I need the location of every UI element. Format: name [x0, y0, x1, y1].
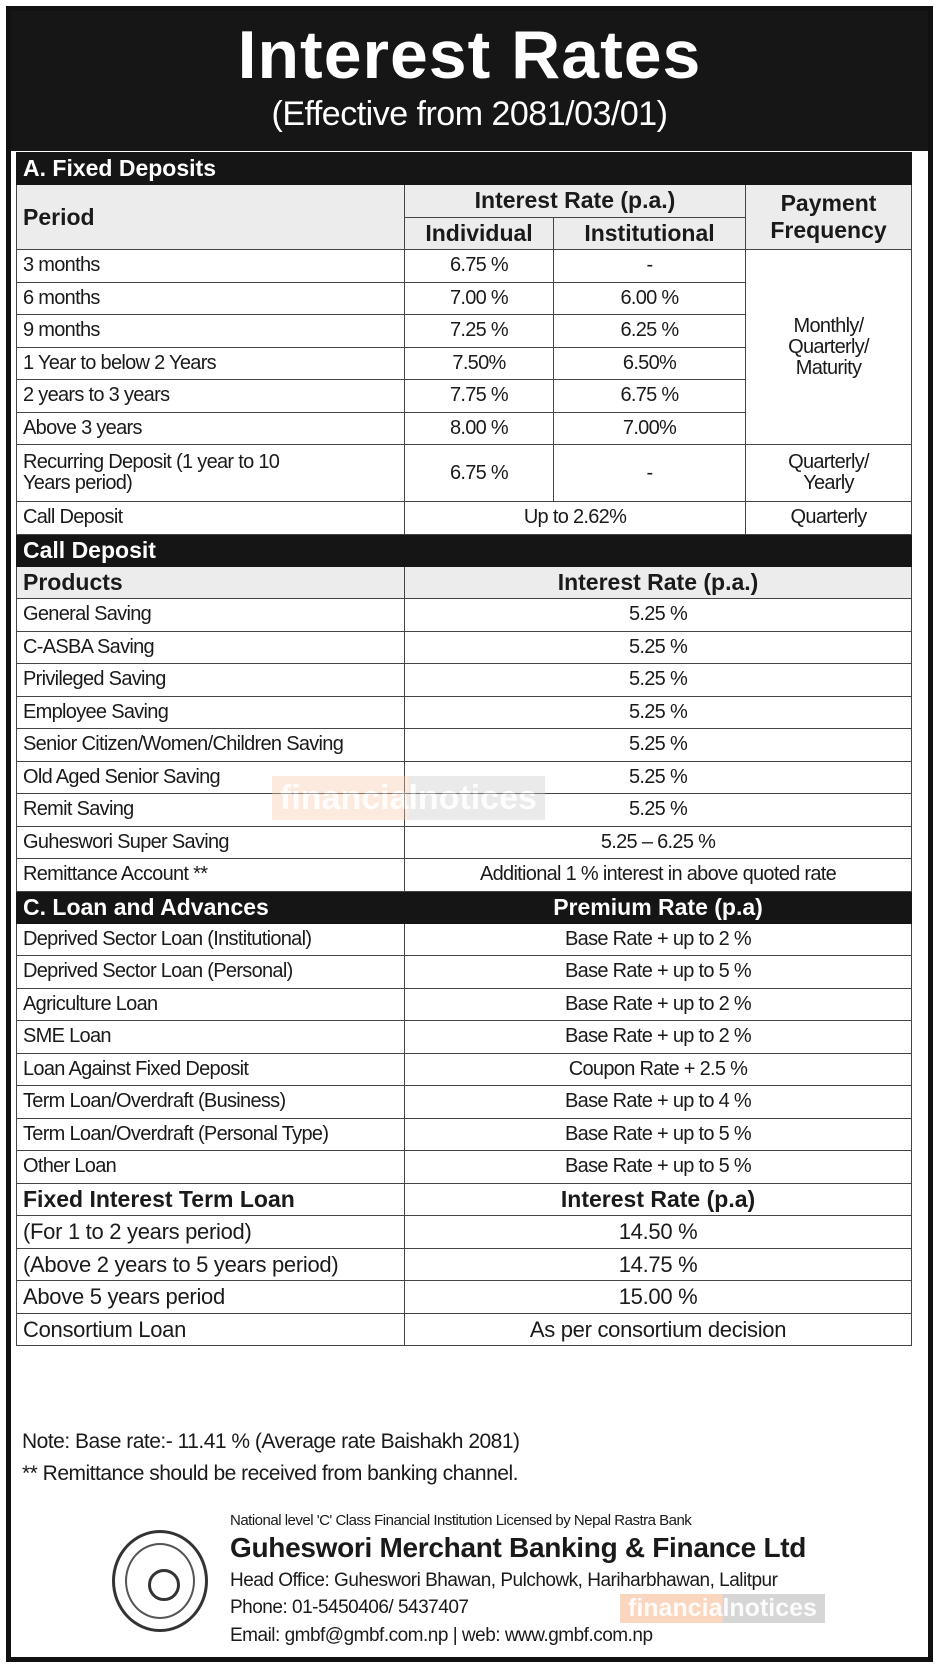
individual-rate: 7.75 %	[405, 380, 554, 413]
table-row	[17, 664, 912, 697]
product-name: Guheswori Super Saving	[17, 826, 405, 859]
table-row	[17, 1151, 912, 1184]
product-rate: 5.25 – 6.25 %	[405, 826, 912, 859]
payment-frequency: Quarterly/ Yearly	[746, 445, 912, 502]
table-row	[17, 566, 912, 599]
watermark: financialnotices	[620, 1594, 825, 1623]
table-row	[17, 631, 912, 664]
table-row	[17, 859, 912, 892]
product-rate: 5.25 %	[405, 664, 912, 697]
company-seal-logo	[112, 1530, 208, 1632]
table-row	[17, 923, 912, 956]
loan-rate: Base Rate + up to 2 %	[405, 923, 912, 956]
loan-name: Term Loan/Overdraft (Business)	[17, 1086, 405, 1119]
product-rate: 5.25 %	[405, 794, 912, 827]
institutional-rate: 6.75 %	[554, 380, 746, 413]
table-row	[17, 956, 912, 989]
product-rate: Additional 1 % interest in above quoted rate	[405, 859, 912, 892]
table-row	[17, 1248, 912, 1281]
table-row	[17, 729, 912, 762]
loan-rate: 14.50 %	[405, 1216, 912, 1249]
table-row	[17, 502, 912, 535]
product-name: Old Aged Senior Saving	[17, 761, 405, 794]
loan-rate: Base Rate + up to 2 %	[405, 1021, 912, 1054]
institutional-rate: 6.00 %	[554, 282, 746, 315]
product-rate: 5.25 %	[405, 696, 912, 729]
company-name: Guheswori Merchant Banking & Finance Ltd	[230, 1532, 807, 1563]
premium-rate-header: Premium Rate (p.a)	[405, 891, 912, 923]
loan-rate: Base Rate + up to 5 %	[405, 1151, 912, 1184]
period-cell: Call Deposit	[17, 502, 405, 535]
effective-date: (Effective from 2081/03/01)	[271, 95, 668, 133]
title-banner	[11, 11, 928, 151]
product-rate: 5.25 %	[405, 729, 912, 762]
section-call-deposit: Call Deposit	[17, 534, 912, 566]
individual-rate: 7.25 %	[405, 315, 554, 348]
product-name: Employee Saving	[17, 696, 405, 729]
product-rate: 5.25 %	[405, 761, 912, 794]
loan-rate: Base Rate + up to 5 %	[405, 956, 912, 989]
table-row	[17, 1086, 912, 1119]
table-row	[17, 1183, 912, 1216]
loan-rate: 15.00 %	[405, 1281, 912, 1314]
table-row	[17, 1021, 912, 1054]
loan-period: (For 1 to 2 years period)	[17, 1216, 405, 1249]
products-header: Products	[17, 566, 405, 599]
loan-name: SME Loan	[17, 1021, 405, 1054]
institutional-header: Institutional	[554, 217, 746, 250]
table-row	[17, 1216, 912, 1249]
loan-rate: Base Rate + up to 2 %	[405, 988, 912, 1021]
product-name: Remit Saving	[17, 794, 405, 827]
loan-rate: Base Rate + up to 4 %	[405, 1086, 912, 1119]
license-text: National level 'C' Class Financial Institution Licensed by Nepal Rastra Bank	[230, 1512, 692, 1529]
product-name: General Saving	[17, 599, 405, 632]
section-loan-advances: C. Loan and Advances	[17, 891, 405, 923]
product-name: C-ASBA Saving	[17, 631, 405, 664]
base-rate-note: Note: Base rate:- 11.41 % (Average rate Baishakh 2081)	[22, 1430, 520, 1453]
period-header: Period	[17, 185, 405, 250]
institutional-rate: -	[554, 445, 746, 502]
table-row	[17, 599, 912, 632]
table-row	[17, 1118, 912, 1151]
payment-frequency-header: Payment Frequency	[746, 185, 912, 250]
loan-name: Deprived Sector Loan (Institutional)	[17, 923, 405, 956]
loan-period: (Above 2 years to 5 years period)	[17, 1248, 405, 1281]
interest-rate-header: Interest Rate (p.a.)	[405, 566, 912, 599]
fixed-term-loan-header: Fixed Interest Term Loan	[17, 1183, 405, 1216]
individual-rate: 7.00 %	[405, 282, 554, 315]
loan-period: Above 5 years period	[17, 1281, 405, 1314]
table-row	[17, 250, 912, 283]
individual-header: Individual	[405, 217, 554, 250]
loan-name: Deprived Sector Loan (Personal)	[17, 956, 405, 989]
head-office: Head Office: Guheswori Bhawan, Pulchowk, Hariharbhawan, Lalitpur	[230, 1570, 778, 1591]
institutional-rate: 6.25 %	[554, 315, 746, 348]
table-row	[17, 826, 912, 859]
product-rate: 5.25 %	[405, 631, 912, 664]
table-row	[17, 1281, 912, 1314]
individual-rate: 6.75 %	[405, 445, 554, 502]
period-cell: 1 Year to below 2 Years	[17, 347, 405, 380]
period-cell: Above 3 years	[17, 412, 405, 445]
loan-rate: Coupon Rate + 2.5 %	[405, 1053, 912, 1086]
product-name: Remittance Account **	[17, 859, 405, 892]
interest-rate-header: Interest Rate (p.a)	[405, 1183, 912, 1216]
interest-rate-table	[16, 152, 912, 1346]
loan-name: Agriculture Loan	[17, 988, 405, 1021]
table-row	[17, 445, 912, 502]
payment-frequency: Quarterly	[746, 502, 912, 535]
institutional-rate: 7.00%	[554, 412, 746, 445]
period-cell: 6 months	[17, 282, 405, 315]
watermark: financialnotices	[272, 776, 545, 820]
period-cell: Recurring Deposit (1 year to 10 Years period)	[17, 445, 405, 502]
call-deposit-rate: Up to 2.62%	[405, 502, 746, 535]
period-cell: 9 months	[17, 315, 405, 348]
email-web: Email: gmbf@gmbf.com.np | web: www.gmbf.com.np	[230, 1625, 653, 1646]
loan-rate: 14.75 %	[405, 1248, 912, 1281]
table-row	[17, 1053, 912, 1086]
table-row	[17, 696, 912, 729]
product-name: Senior Citizen/Women/Children Saving	[17, 729, 405, 762]
product-name: Privileged Saving	[17, 664, 405, 697]
individual-rate: 8.00 %	[405, 412, 554, 445]
institutional-rate: -	[554, 250, 746, 283]
loan-name: Other Loan	[17, 1151, 405, 1184]
table-row	[17, 534, 912, 566]
page-title: Interest Rates	[237, 17, 702, 93]
loan-name: Loan Against Fixed Deposit	[17, 1053, 405, 1086]
period-cell: 3 months	[17, 250, 405, 283]
institutional-rate: 6.50%	[554, 347, 746, 380]
individual-rate: 7.50%	[405, 347, 554, 380]
interest-rate-header: Interest Rate (p.a.)	[405, 185, 746, 218]
loan-name: Term Loan/Overdraft (Personal Type)	[17, 1118, 405, 1151]
loan-rate: Base Rate + up to 5 %	[405, 1118, 912, 1151]
loan-rate: As per consortium decision	[405, 1313, 912, 1346]
table-row	[17, 891, 912, 923]
payment-frequency: Monthly/ Quarterly/ Maturity	[746, 250, 912, 445]
product-rate: 5.25 %	[405, 599, 912, 632]
individual-rate: 6.75 %	[405, 250, 554, 283]
period-cell: 2 years to 3 years	[17, 380, 405, 413]
section-fixed-deposits: A. Fixed Deposits	[17, 153, 912, 185]
table-row	[17, 988, 912, 1021]
remittance-note: ** Remittance should be received from banking channel.	[22, 1462, 518, 1485]
table-row	[17, 1313, 912, 1346]
phone: Phone: 01-5450406/ 5437407	[230, 1597, 469, 1618]
loan-period: Consortium Loan	[17, 1313, 405, 1346]
